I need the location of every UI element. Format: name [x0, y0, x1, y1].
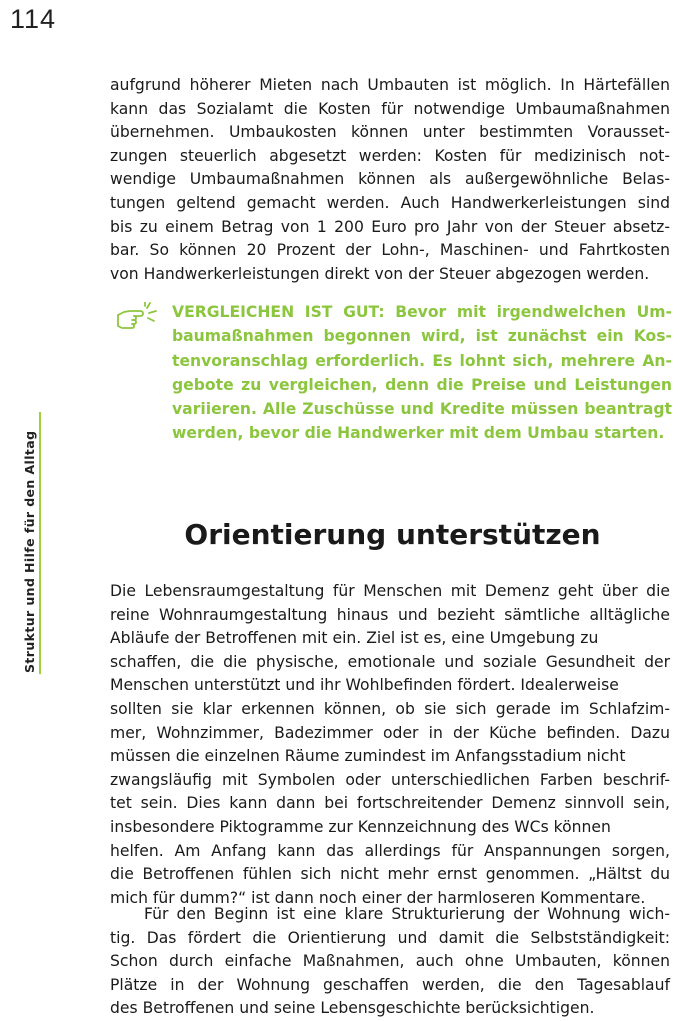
- paragraph-line: die Betroffenen fühlen sich nicht mehr ernst genommen. „Hältst du: [110, 865, 670, 884]
- paragraph-line: sollten sie klar erkennen können, ob sie sich gerade im Schlafzim-: [110, 699, 670, 718]
- tip-line: tenvoranschlag erforderlich. Es lohnt sich, mehrere An-: [172, 351, 672, 370]
- side-rule: [39, 412, 41, 674]
- paragraph-line: tig. Das fördert die Orientierung und damit die Selbstständigkeit:: [110, 928, 670, 947]
- paragraph-line: Die Lebensraumgestaltung für Menschen mit Demenz geht über die: [110, 582, 670, 600]
- paragraph-2: [110, 580, 670, 910]
- tip-line: VERGLEICHEN IST GUT: Bevor mit irgendwelchen Um-: [172, 303, 672, 321]
- paragraph-line: helfen. Am Anfang kann das allerdings für Anspannungen sorgen,: [110, 841, 670, 860]
- paragraph-line: tet sein. Dies kann dann bei fortschreitender Demenz sinnvoll sein,: [110, 794, 670, 813]
- paragraph-1: [110, 74, 670, 286]
- tip-text: [172, 300, 672, 446]
- pointing-hand-icon: [116, 302, 160, 332]
- paragraph-line: zungen steuerlich abgesetzt werden: Kosten für medizinisch not-: [110, 146, 670, 165]
- paragraph-line: tungen geltend gemacht werden. Auch Handwerkerleistungen sind: [110, 193, 670, 212]
- paragraph-line: des Betroffenen und seine Lebensgeschichte berücksichtigen.: [110, 999, 595, 1018]
- paragraph-line: aufgrund höherer Mieten nach Umbauten ist möglich. In Härtefällen: [110, 76, 670, 94]
- page-number: 114: [10, 4, 57, 34]
- paragraph-line: zwangsläufig mit Symbolen oder unterschiedlichen Farben beschrif-: [110, 770, 670, 789]
- paragraph-line: Plätze in der Wohnung geschaffen werden, die den Tagesablauf: [110, 975, 670, 994]
- paragraph-line: bar. So können 20 Prozent der Lohn-, Maschinen- und Fahrtkosten: [110, 241, 670, 260]
- paragraph-line: wendige Umbaumaßnahmen können als außergewöhnliche Belas-: [110, 170, 670, 189]
- paragraph-line: Für den Beginn ist eine klare Strukturierung der Wohnung wich-: [144, 905, 670, 923]
- paragraph-line: insbesondere Piktogramme zur Kennzeichnung des WCs können: [110, 817, 611, 836]
- paragraph-line: übernehmen. Umbaukosten können unter bestimmten Vorausset-: [110, 123, 670, 142]
- tip-line: variieren. Alle Zuschüsse und Kredite müssen beantragt: [172, 400, 672, 419]
- paragraph-line: Schon durch einfache Maßnahmen, auch ohne Umbauten, können: [110, 952, 670, 971]
- paragraph-line: mich für dumm?“ ist dann noch einer der harmloseren Kommentare.: [110, 888, 646, 907]
- paragraph-line: müssen die einzelnen Räume zumindest im Anfangsstadium nicht: [110, 747, 626, 766]
- section-heading: Orientierung unterstützen: [184, 518, 601, 551]
- paragraph-line: kann das Sozialamt die Kosten für notwendige Umbaumaßnahmen: [110, 99, 670, 118]
- paragraph-line: schaffen, die die physische, emotionale und soziale Gesundheit der: [110, 652, 670, 671]
- tip-line: gebote zu vergleichen, denn die Preise und Leistungen: [172, 375, 672, 394]
- tip-line: werden, bevor die Handwerker mit dem Umbau starten.: [172, 424, 665, 443]
- paragraph-line: bis zu einem Betrag von 1 200 Euro pro Jahr von der Steuer absetz-: [110, 217, 670, 236]
- paragraph-line: Abläufe der Betroffenen mit ein. Ziel ist es, eine Umgebung zu: [110, 629, 599, 648]
- paragraph-3: [110, 903, 670, 1021]
- paragraph-line: reine Wohnraumgestaltung hinaus und bezieht sämtliche alltägliche: [110, 605, 670, 624]
- tip-line: baumaßnahmen begonnen wird, ist zunächst ein Kos-: [172, 327, 672, 346]
- paragraph-line: Menschen unterstützt und ihr Wohlbefinden fördert. Idealerweise: [110, 676, 619, 695]
- paragraph-line: von Handwerkerleistungen direkt von der Steuer abgezogen werden.: [110, 264, 650, 283]
- paragraph-line: mer, Wohnzimmer, Badezimmer oder in der Küche befinden. Dazu: [110, 723, 670, 742]
- side-label: Struktur und Hilfe für den Alltag: [22, 430, 37, 673]
